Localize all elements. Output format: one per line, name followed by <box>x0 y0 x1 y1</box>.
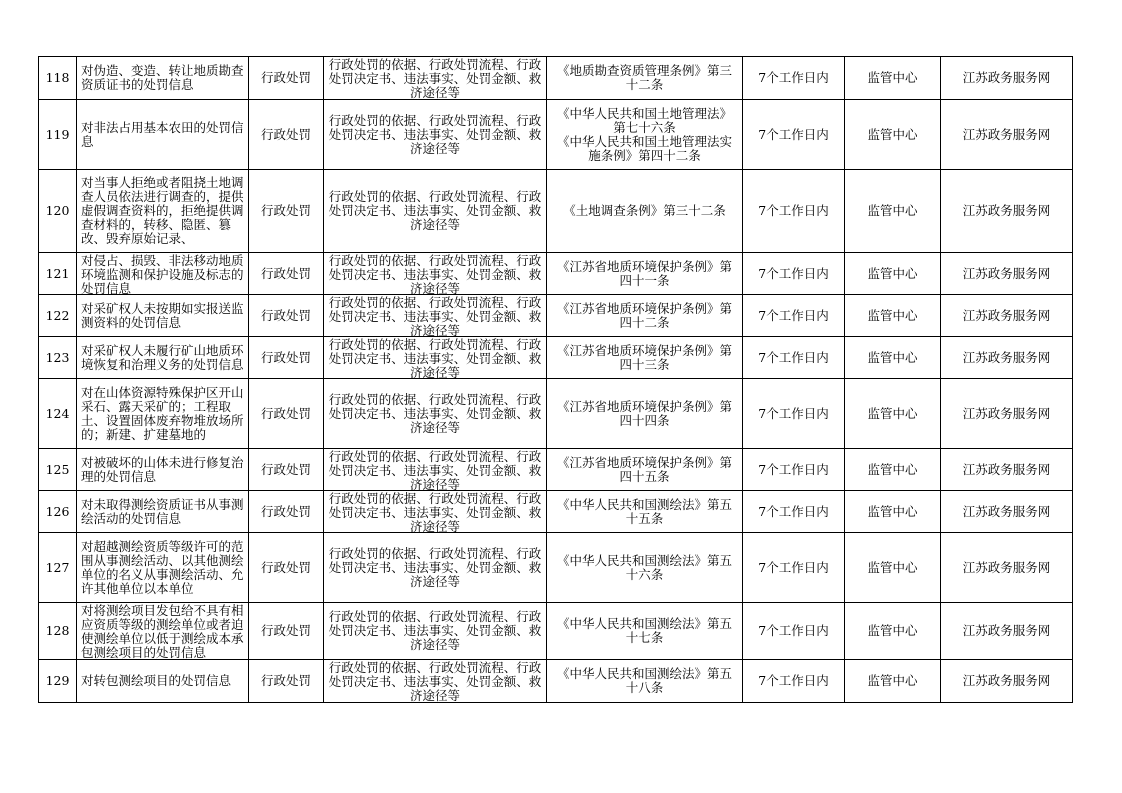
item-type-cell <box>249 295 324 337</box>
item-name: 对非法占用基本农田的处罚信息 <box>81 120 244 149</box>
responsible-dept: 监管中心 <box>867 504 918 519</box>
responsible-dept-cell <box>845 603 941 660</box>
item-name-cell <box>77 57 249 100</box>
legal-basis: 《中华人民共和国测绘法》第五十七条 <box>556 617 732 645</box>
legal-basis-cell <box>547 57 743 100</box>
table-row <box>39 170 1073 253</box>
disclosure-time-cell <box>743 337 845 379</box>
disclosure-channel-cell <box>941 295 1073 337</box>
disclosure-channel: 江苏政务服务网 <box>962 71 1051 85</box>
row-number-cell <box>39 253 77 295</box>
item-name-cell <box>77 533 249 603</box>
disclosure-content: 行政处罚的依据、行政处罚流程、行政处罚决定书、违法事实、处罚金额、救济途径等 <box>328 491 542 532</box>
table-row <box>39 100 1073 170</box>
item-type: 行政处罚 <box>260 504 311 519</box>
row-number-cell <box>39 57 77 100</box>
disclosure-time: 7个工作日内 <box>758 204 829 218</box>
responsible-dept-cell <box>845 295 941 337</box>
disclosure-content-cell <box>324 449 547 491</box>
disclosure-time: 7个工作日内 <box>758 308 829 323</box>
legal-basis-cell <box>547 253 743 295</box>
disclosure-channel-cell <box>941 603 1073 660</box>
disclosure-content-cell <box>324 533 547 603</box>
legal-basis-cell <box>547 337 743 379</box>
item-type-cell <box>249 533 324 603</box>
disclosure-channel: 江苏政务服务网 <box>962 674 1051 688</box>
item-name-cell <box>77 100 249 170</box>
row-number: 121 <box>45 266 70 281</box>
item-name-cell <box>77 449 249 491</box>
item-type-cell <box>249 379 324 449</box>
row-number: 118 <box>45 71 70 85</box>
legal-basis: 《土地调查条例》第三十二条 <box>563 204 726 218</box>
disclosure-time-cell <box>743 100 845 170</box>
item-type-cell <box>249 660 324 703</box>
legal-basis: 《江苏省地质环境保护条例》第四十五条 <box>556 455 732 484</box>
item-name: 对转包测绘项目的处罚信息 <box>81 674 232 688</box>
item-name-cell <box>77 295 249 337</box>
row-number: 123 <box>45 350 70 365</box>
item-name: 对将测绘项目发包给不具有相应资质等级的测绘单位或者迫使测绘单位以低于测绘成本承包测绘项目的处罚信息 <box>81 603 244 659</box>
item-type-cell <box>249 170 324 253</box>
disclosure-time-cell <box>743 379 845 449</box>
responsible-dept: 监管中心 <box>867 266 918 281</box>
disclosure-content-cell <box>324 660 547 703</box>
item-type: 行政处罚 <box>260 308 311 323</box>
disclosure-content: 行政处罚的依据、行政处罚流程、行政处罚决定书、违法事实、处罚金额、救济途径等 <box>328 337 542 378</box>
table-row <box>39 603 1073 660</box>
responsible-dept: 监管中心 <box>867 350 918 365</box>
item-name: 对采矿权人未按期如实报送监测资料的处罚信息 <box>81 301 244 330</box>
disclosure-content-cell <box>324 379 547 449</box>
table-row <box>39 337 1073 379</box>
disclosure-time-cell <box>743 660 845 703</box>
item-type: 行政处罚 <box>260 266 311 281</box>
disclosure-time: 7个工作日内 <box>758 406 829 421</box>
item-type: 行政处罚 <box>260 350 311 365</box>
item-type-cell <box>249 57 324 100</box>
disclosure-channel-cell <box>941 491 1073 533</box>
item-type-cell <box>249 449 324 491</box>
legal-basis-cell <box>547 660 743 703</box>
responsible-dept-cell <box>845 533 941 603</box>
row-number-cell <box>39 660 77 703</box>
row-number: 126 <box>45 504 70 519</box>
disclosure-channel-cell <box>941 449 1073 491</box>
disclosure-channel: 江苏政务服务网 <box>962 624 1051 638</box>
disclosure-channel: 江苏政务服务网 <box>962 308 1051 323</box>
responsible-dept: 监管中心 <box>867 71 918 85</box>
disclosure-channel: 江苏政务服务网 <box>962 350 1051 365</box>
legal-basis-cell <box>547 170 743 253</box>
item-type: 行政处罚 <box>260 560 311 575</box>
item-name: 对被破坏的山体未进行修复治理的处罚信息 <box>81 455 244 484</box>
item-name-cell <box>77 253 249 295</box>
item-name: 对伪造、变造、转让地质勘查资质证书的处罚信息 <box>81 64 244 92</box>
responsible-dept: 监管中心 <box>867 560 918 575</box>
item-type-cell <box>249 253 324 295</box>
row-number: 122 <box>45 308 70 323</box>
disclosure-content: 行政处罚的依据、行政处罚流程、行政处罚决定书、违法事实、处罚金额、救济途径等 <box>328 190 542 232</box>
disclosure-content: 行政处罚的依据、行政处罚流程、行政处罚决定书、违法事实、处罚金额、救济途径等 <box>328 610 542 652</box>
disclosure-time-cell <box>743 491 845 533</box>
row-number-cell <box>39 603 77 660</box>
item-type-cell <box>249 337 324 379</box>
table-body <box>39 57 1073 703</box>
disclosure-time: 7个工作日内 <box>758 560 829 575</box>
legal-basis: 《中华人民共和国测绘法》第五十八条 <box>556 667 732 695</box>
disclosure-time-cell <box>743 57 845 100</box>
item-name: 对未取得测绘资质证书从事测绘活动的处罚信息 <box>81 497 244 526</box>
table-row <box>39 295 1073 337</box>
disclosure-channel: 江苏政务服务网 <box>962 266 1051 281</box>
disclosure-content-cell <box>324 295 547 337</box>
item-type-cell <box>249 603 324 660</box>
disclosure-time-cell <box>743 170 845 253</box>
legal-basis: 《中华人民共和国测绘法》第五十六条 <box>556 553 732 582</box>
disclosure-content-cell <box>324 253 547 295</box>
responsible-dept: 监管中心 <box>867 308 918 323</box>
disclosure-time: 7个工作日内 <box>758 71 829 85</box>
disclosure-channel: 江苏政务服务网 <box>962 204 1051 218</box>
item-type: 行政处罚 <box>260 462 311 477</box>
disclosure-time: 7个工作日内 <box>758 127 829 142</box>
disclosure-content: 行政处罚的依据、行政处罚流程、行政处罚决定书、违法事实、处罚金额、救济途径等 <box>328 57 542 99</box>
item-name-cell <box>77 603 249 660</box>
disclosure-channel: 江苏政务服务网 <box>962 504 1051 519</box>
legal-basis-cell <box>547 533 743 603</box>
legal-basis: 《中华人民共和国土地管理法》第七十六条 《中华人民共和国土地管理法实施条例》第四十二条 <box>556 106 732 163</box>
legal-basis-cell <box>547 603 743 660</box>
row-number-cell <box>39 100 77 170</box>
disclosure-content-cell <box>324 337 547 379</box>
responsible-dept-cell <box>845 253 941 295</box>
row-number-cell <box>39 337 77 379</box>
disclosure-channel: 江苏政务服务网 <box>962 462 1051 477</box>
disclosure-time: 7个工作日内 <box>758 462 829 477</box>
item-name-cell <box>77 337 249 379</box>
disclosure-time: 7个工作日内 <box>758 350 829 365</box>
disclosure-content-cell <box>324 491 547 533</box>
disclosure-time-cell <box>743 253 845 295</box>
item-name-cell <box>77 379 249 449</box>
responsible-dept-cell <box>845 337 941 379</box>
responsible-dept: 监管中心 <box>867 204 918 218</box>
disclosure-content: 行政处罚的依据、行政处罚流程、行政处罚决定书、违法事实、处罚金额、救济途径等 <box>328 253 542 294</box>
row-number-cell <box>39 533 77 603</box>
responsible-dept: 监管中心 <box>867 624 918 638</box>
legal-basis: 《江苏省地质环境保护条例》第四十二条 <box>556 301 732 330</box>
legal-basis: 《地质勘查资质管理条例》第三十二条 <box>556 64 732 92</box>
item-name-cell <box>77 170 249 253</box>
responsible-dept: 监管中心 <box>867 462 918 477</box>
responsible-dept-cell <box>845 660 941 703</box>
responsible-dept-cell <box>845 491 941 533</box>
legal-basis-cell <box>547 379 743 449</box>
responsible-dept-cell <box>845 57 941 100</box>
item-type: 行政处罚 <box>260 204 311 218</box>
disclosure-content-cell <box>324 57 547 100</box>
legal-basis: 《江苏省地质环境保护条例》第四十一条 <box>556 259 732 288</box>
row-number: 124 <box>45 406 70 421</box>
table-row <box>39 57 1073 100</box>
row-number-cell <box>39 295 77 337</box>
item-type: 行政处罚 <box>260 406 311 421</box>
disclosure-content: 行政处罚的依据、行政处罚流程、行政处罚决定书、违法事实、处罚金额、救济途径等 <box>328 660 542 702</box>
responsible-dept: 监管中心 <box>867 127 918 142</box>
disclosure-channel-cell <box>941 337 1073 379</box>
legal-basis: 《江苏省地质环境保护条例》第四十三条 <box>556 343 732 372</box>
item-type: 行政处罚 <box>260 674 311 688</box>
table-row <box>39 253 1073 295</box>
item-name-cell <box>77 660 249 703</box>
disclosure-table <box>38 56 1073 703</box>
row-number-cell <box>39 449 77 491</box>
disclosure-channel-cell <box>941 57 1073 100</box>
legal-basis-cell <box>547 491 743 533</box>
disclosure-channel-cell <box>941 100 1073 170</box>
item-name-cell <box>77 491 249 533</box>
legal-basis: 《江苏省地质环境保护条例》第四十四条 <box>556 399 732 428</box>
disclosure-channel: 江苏政务服务网 <box>962 127 1051 142</box>
table-row <box>39 449 1073 491</box>
item-type: 行政处罚 <box>260 624 311 638</box>
item-name: 对在山体资源特殊保护区开山采石、露天采矿的；工程取土、设置固体废弃物堆放场所的；新建、扩建墓地的 <box>81 385 244 442</box>
responsible-dept-cell <box>845 379 941 449</box>
disclosure-channel-cell <box>941 379 1073 449</box>
disclosure-time-cell <box>743 603 845 660</box>
disclosure-channel-cell <box>941 170 1073 253</box>
disclosure-content: 行政处罚的依据、行政处罚流程、行政处罚决定书、违法事实、处罚金额、救济途径等 <box>328 546 542 589</box>
item-type-cell <box>249 100 324 170</box>
table-row <box>39 660 1073 703</box>
row-number-cell <box>39 170 77 253</box>
disclosure-channel: 江苏政务服务网 <box>962 406 1051 421</box>
disclosure-channel-cell <box>941 533 1073 603</box>
table-row <box>39 379 1073 449</box>
responsible-dept-cell <box>845 449 941 491</box>
legal-basis-cell <box>547 295 743 337</box>
item-name: 对超越测绘资质等级许可的范围从事测绘活动、以其他测绘单位的名义从事测绘活动、允许其他单位以本单位 <box>81 539 244 596</box>
responsible-dept: 监管中心 <box>867 406 918 421</box>
row-number: 125 <box>45 462 70 477</box>
row-number: 119 <box>45 127 70 142</box>
disclosure-channel-cell <box>941 253 1073 295</box>
responsible-dept-cell <box>845 170 941 253</box>
legal-basis: 《中华人民共和国测绘法》第五十五条 <box>556 497 732 526</box>
disclosure-time: 7个工作日内 <box>758 624 829 638</box>
item-name: 对采矿权人未履行矿山地质环境恢复和治理义务的处罚信息 <box>81 343 244 372</box>
disclosure-channel: 江苏政务服务网 <box>962 560 1051 575</box>
disclosure-time: 7个工作日内 <box>758 266 829 281</box>
disclosure-time: 7个工作日内 <box>758 504 829 519</box>
responsible-dept: 监管中心 <box>867 674 918 688</box>
row-number: 127 <box>45 560 70 575</box>
disclosure-content: 行政处罚的依据、行政处罚流程、行政处罚决定书、违法事实、处罚金额、救济途径等 <box>328 449 542 490</box>
item-type: 行政处罚 <box>260 127 311 142</box>
disclosure-content: 行政处罚的依据、行政处罚流程、行政处罚决定书、违法事实、处罚金额、救济途径等 <box>328 295 542 336</box>
disclosure-content-cell <box>324 603 547 660</box>
disclosure-time-cell <box>743 533 845 603</box>
item-name: 对当事人拒绝或者阻挠土地调查人员依法进行调查的，提供虚假调查资料的，拒绝提供调查材料的，转移、隐匿、篡改、毁弃原始记录、 <box>81 176 244 246</box>
row-number: 128 <box>45 624 70 638</box>
row-number-cell <box>39 491 77 533</box>
item-name: 对侵占、损毁、非法移动地质环境监测和保护设施及标志的处罚信息 <box>81 253 244 294</box>
table-row <box>39 533 1073 603</box>
disclosure-channel-cell <box>941 660 1073 703</box>
responsible-dept-cell <box>845 100 941 170</box>
legal-basis-cell <box>547 449 743 491</box>
row-number-cell <box>39 379 77 449</box>
disclosure-time-cell <box>743 295 845 337</box>
row-number: 129 <box>45 674 70 688</box>
table-row <box>39 491 1073 533</box>
legal-basis-cell <box>547 100 743 170</box>
disclosure-content-cell <box>324 170 547 253</box>
row-number: 120 <box>45 204 70 218</box>
disclosure-time-cell <box>743 449 845 491</box>
item-type: 行政处罚 <box>260 71 311 85</box>
disclosure-content: 行政处罚的依据、行政处罚流程、行政处罚决定书、违法事实、处罚金额、救济途径等 <box>328 113 542 156</box>
disclosure-time: 7个工作日内 <box>758 674 829 688</box>
item-type-cell <box>249 491 324 533</box>
disclosure-content: 行政处罚的依据、行政处罚流程、行政处罚决定书、违法事实、处罚金额、救济途径等 <box>328 392 542 435</box>
disclosure-content-cell <box>324 100 547 170</box>
